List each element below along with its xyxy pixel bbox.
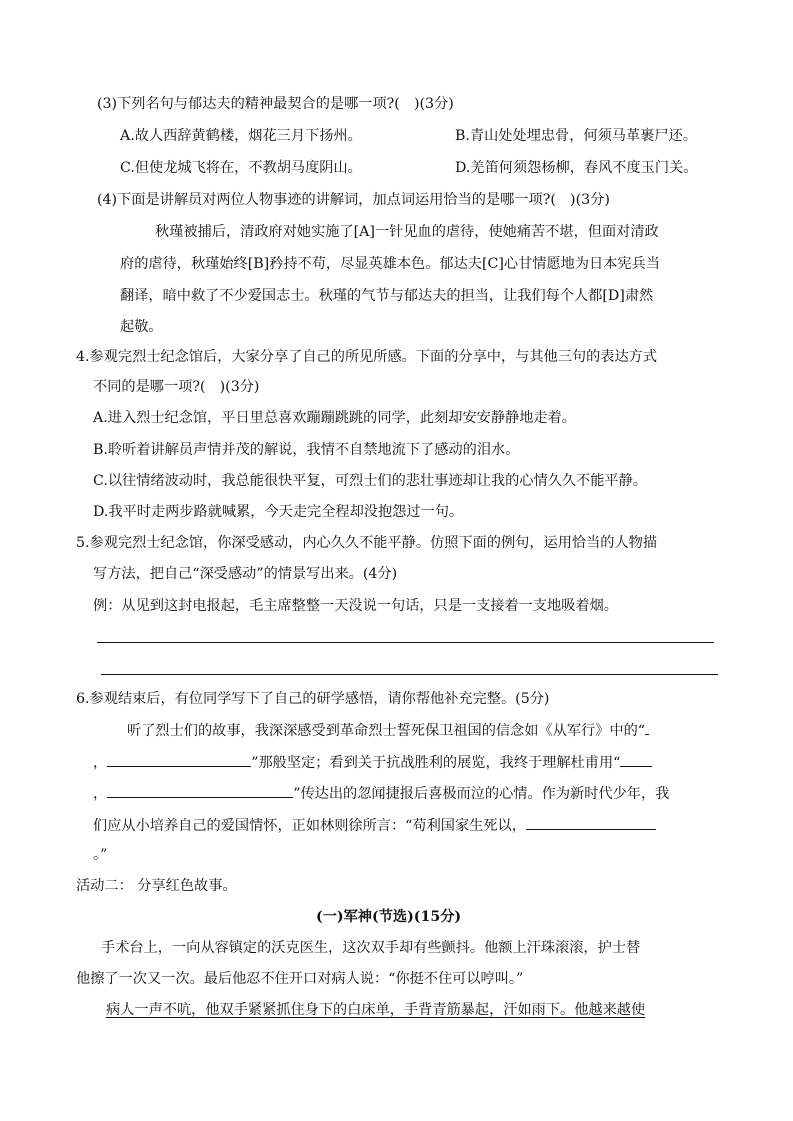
q4-sub-passage-line: 起敬。 xyxy=(120,319,163,335)
q6-line-5: 。” xyxy=(93,847,108,863)
reading-title: (一)军神(节选)(15分) xyxy=(316,909,462,925)
q4-stem-line: 4.参观完烈士纪念馆后，大家分享了自己的所见所感。下面的分享中，与其他三句的表达方式 xyxy=(76,349,658,365)
q4-sub-stem: (4)下面是讲解员对两位人物事迹的讲解词，加点词运用恰当的是哪一项?( )(3分) xyxy=(97,192,610,208)
q4-stem-line: 不同的是哪一项?( )(3分) xyxy=(93,379,260,395)
q4-sub-passage-line: 翻译，暗中救了不少爱国志士。秋瑾的气节与郁达夫的担当，让我们每个人都[D]肃然 xyxy=(120,288,654,304)
q6-blank-2[interactable] xyxy=(107,752,251,767)
q6-text: 们应从小培养自己的爱国情怀，正如林则徐所言：“苟利国家生死以， xyxy=(93,818,526,834)
q5-answer-line[interactable] xyxy=(97,642,714,643)
q5-stem-line: 写方法，把自己“深受感动”的情景写出来。(4分) xyxy=(93,566,398,582)
q3-stem: (3)下列名句与郁达夫的精神最契合的是哪一项?( )(3分) xyxy=(97,96,454,112)
q4-option-d: D.我平时走两步路就喊累，今天走完全程却没抱怨过一句。 xyxy=(93,504,464,520)
q6-line-3 xyxy=(93,783,669,804)
q6-text: 听了烈士们的故事，我深深感受到革命烈士誓死保卫祖国的信念如《从军行》中的“ xyxy=(127,723,646,739)
reading-underlined-sentence: 病人一声不吭，他双手紧紧抓住身下的白床单，手背青筋暴起，汗如雨下。他越来越使 xyxy=(106,1002,646,1018)
q4-sub-passage-line: 府的虐待，秋瑾始终[B]矜持不苟，尽显英雄本色。郁达夫[C]心甘情愿地为日本宪兵当 xyxy=(120,256,660,272)
q3-option-a: A.故人西辞黄鹤楼，烟花三月下扬州。 xyxy=(120,128,362,144)
q4-sub-passage-line: 秋瑾被捕后，清政府对她实施了[A]一针见血的虐待，使她痛苦不堪，但面对清政 xyxy=(155,224,659,240)
q4-option-c: C.以往情绪波动时，我总能很快平复，可烈士们的悲壮事迹却让我的心情久久不能平静。 xyxy=(93,473,647,489)
q5-answer-line[interactable] xyxy=(101,674,718,675)
q6-blank-1[interactable] xyxy=(645,720,649,735)
q6-text: ”那般坚定；看到关于抗战胜利的展览，我终于理解杜甫用“ xyxy=(251,755,621,771)
q3-option-d: D.羌笛何须怨杨柳，春风不度玉门关。 xyxy=(455,160,698,176)
q6-text: ”传达出的忽闻捷报后喜极而泣的心情。作为新时代少年，我 xyxy=(293,786,670,802)
q6-text: ， xyxy=(93,786,108,802)
reading-paragraph-line: 他擦了一次又一次。最后他忍不住开口对病人说：“你挺不住可以哼叫。” xyxy=(76,971,524,987)
q3-option-c: C.但使龙城飞将在，不教胡马度阴山。 xyxy=(120,160,362,176)
q6-line-1 xyxy=(127,720,649,741)
q6-text: ， xyxy=(93,755,108,771)
q6-line-4 xyxy=(93,815,656,836)
q4-option-b: B.聆听着讲解员声情并茂的解说，我情不自禁地流下了感动的泪水。 xyxy=(93,442,520,458)
q5-stem-line: 5.参观完烈士纪念馆，你深受感动，内心久久不能平静。仿照下面的例句，运用恰当的人物描 xyxy=(76,535,658,551)
q6-line-2 xyxy=(93,752,652,773)
q4-option-a: A.进入烈士纪念馆，平日里总喜欢蹦蹦跳跳的同学，此刻却安安静静地走着。 xyxy=(93,410,576,426)
reading-paragraph-line: 手术台上，一向从容镇定的沃克医生，这次双手却有些颤抖。他额上汗珠滚滚，护士替 xyxy=(101,940,641,956)
q3-option-b: B.青山处处埋忠骨，何须马革裹尸还。 xyxy=(455,128,697,144)
activity-2-heading: 活动二： 分享红色故事。 xyxy=(76,878,237,894)
q6-stem: 6.参观结束后，有位同学写下了自己的研学感悟，请你帮他补充完整。(5分) xyxy=(76,691,550,707)
q6-blank-3[interactable] xyxy=(620,752,652,767)
q5-example: 例：从见到这封电报起，毛主席整整一天没说一句话，只是一支接着一支地吸着烟。 xyxy=(93,598,618,614)
q6-blank-4[interactable] xyxy=(107,783,293,798)
q6-blank-5[interactable] xyxy=(526,815,656,830)
